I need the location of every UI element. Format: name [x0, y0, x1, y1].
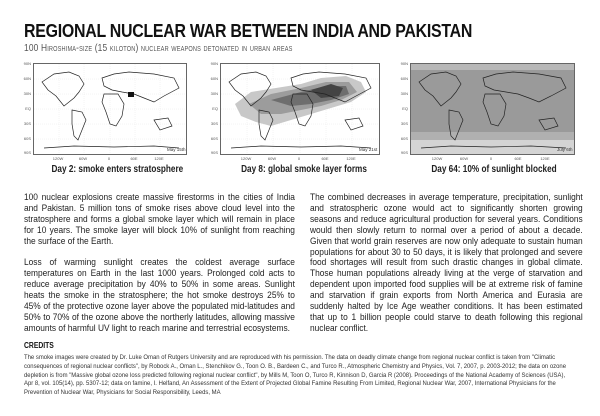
y-tick: 30S [210, 121, 218, 126]
map-caption: Day 8: global smoke layer forms [241, 164, 367, 175]
y-tick: 90N [210, 61, 218, 66]
y-tick: 90S [210, 150, 218, 155]
map-caption: Day 2: smoke enters stratosphere [51, 164, 184, 175]
x-tick: 60W [459, 156, 469, 161]
y-tick: 60N [400, 76, 408, 81]
y-tick: EQ [212, 106, 218, 111]
y-tick: 30N [210, 91, 218, 96]
y-tick: 60N [23, 76, 31, 81]
x-tick: 120E [540, 156, 550, 161]
map-datestamp: May 15th [167, 147, 186, 152]
map-datestamp: May 21st [359, 147, 378, 152]
x-tick: 60E [514, 156, 522, 161]
body-paragraph: Loss of warming sunlight creates the coldest average surface temperatures on Earth in the last 1000 years. Prolonged cold acts to reduce average precipitation by 40% to 50% in some areas. Sunlight heats the smoke in the stratosphere; the hot smoke destroys 25% to 45% of the protective ozone layer above the populated mid-latitudes and 50% to 70% of the ozone above the northerly latitudes, allowing massive amounts of harmful UV light to reach marine and terrestrial ecosystems. [24, 257, 295, 333]
y-tick: 90S [23, 150, 31, 155]
body-right-column [310, 192, 583, 345]
y-tick: 30N [23, 91, 31, 96]
map-caption: Day 64: 10% of sunlight blocked [431, 164, 557, 175]
world-map-graphic [411, 64, 574, 154]
y-tick: 60S [210, 136, 218, 141]
y-tick: EQ [402, 106, 408, 111]
x-tick: 60E [321, 156, 329, 161]
credits-heading: CREDITS [24, 341, 54, 350]
map-datestamp: July 6th [557, 147, 573, 152]
y-tick: 30N [400, 91, 408, 96]
x-tick: 0 [489, 156, 493, 161]
y-tick: 90N [400, 61, 408, 66]
y-tick: 30S [400, 121, 408, 126]
y-tick: 90N [23, 61, 31, 66]
world-map-day-8 [220, 63, 380, 155]
x-tick: 120W [431, 156, 443, 161]
body-paragraph: The combined decreases in average temperature, precipitation, sunlight and stratospheric ozone would act to significantly shorten growing seasons and reduce agricultural production for several years. Conditions would then slowly return to normal over a period of about a decade. Given that world grain reserves are now only adequate to sustain human populations for about 30 to 50 days, it is likely that prolonged and severe food shortages will result from such drastic changes in global climate. Those human populations already living at the verge of starvation and dependent upon imported food supplies will be at extreme risk of famine and starvation if grain exports from North America and Eurasia are suddenly halted by Ice Age weather conditions. It has been estimated that up to 1 billion people could starve to death following this regional nuclear conflict. [310, 192, 583, 333]
y-tick: 90S [400, 150, 408, 155]
body-paragraph: 100 nuclear explosions create massive firestorms in the cities of India and Pakistan. 5 million tons of smoke rises above cloud level into the stratosphere and forms a global smoke layer which will remain in place for 10 years. The smoke layer will block 10% of sunlight from reaching the surface of the Earth. [24, 192, 295, 246]
y-tick: EQ [25, 106, 31, 111]
y-tick: 60S [23, 136, 31, 141]
y-tick: 30S [23, 121, 31, 126]
world-map-graphic [34, 64, 186, 154]
x-tick: 60E [130, 156, 138, 161]
x-tick: 120E [346, 156, 356, 161]
y-tick: 60S [400, 136, 408, 141]
x-tick: 120W [240, 156, 252, 161]
world-map-day-2 [33, 63, 187, 155]
page-title: REGIONAL NUCLEAR WAR BETWEEN INDIA AND PAKISTAN [24, 20, 473, 41]
x-tick: 60W [78, 156, 88, 161]
x-tick: 120W [52, 156, 64, 161]
credits-text: The smoke images were created by Dr. Luke Oman of Rutgers University and are reproduced with his permission. The data on deadly climate change from regional nuclear conflict is taken from "Climatic consequences of regional nuclear conflicts", by Robock A., Oman L., Stenchikov G., Toon O. B., Bardeen C., and Turco R., Atmospheric Chemistry and Physics, Vol. 7, 2007, p. 2003-2012; the data on ozone depletion is from "Massive global ozone loss predicted following regional nuclear conflict", by Mills M, Toon O, Turco R, Kinnison D, Garcia R (2008). Proceedings of the National Academy of Sciences (USA), Apr 8, vol. 105(14), pp. 5307-12; data on famine, I. Helfand, An Assessment of the Extent of Projected Global Famine Resulting From Limited, Regional Nuclear War, 2007, International Physicians for the Prevention of Nuclear War, Physicians for Social Responsibility, Leeds, MA [24, 354, 566, 397]
page-subtitle: 100 Hiroshima-size (15 kiloton) nuclear weapons detonated in urban areas [24, 42, 293, 54]
world-map-graphic [221, 64, 379, 154]
world-map-day-64 [410, 63, 575, 155]
x-tick: 0 [297, 156, 301, 161]
y-tick: 60N [210, 76, 218, 81]
body-left-column [24, 192, 295, 345]
x-tick: 120E [154, 156, 164, 161]
x-tick: 60W [267, 156, 277, 161]
x-tick: 0 [107, 156, 111, 161]
